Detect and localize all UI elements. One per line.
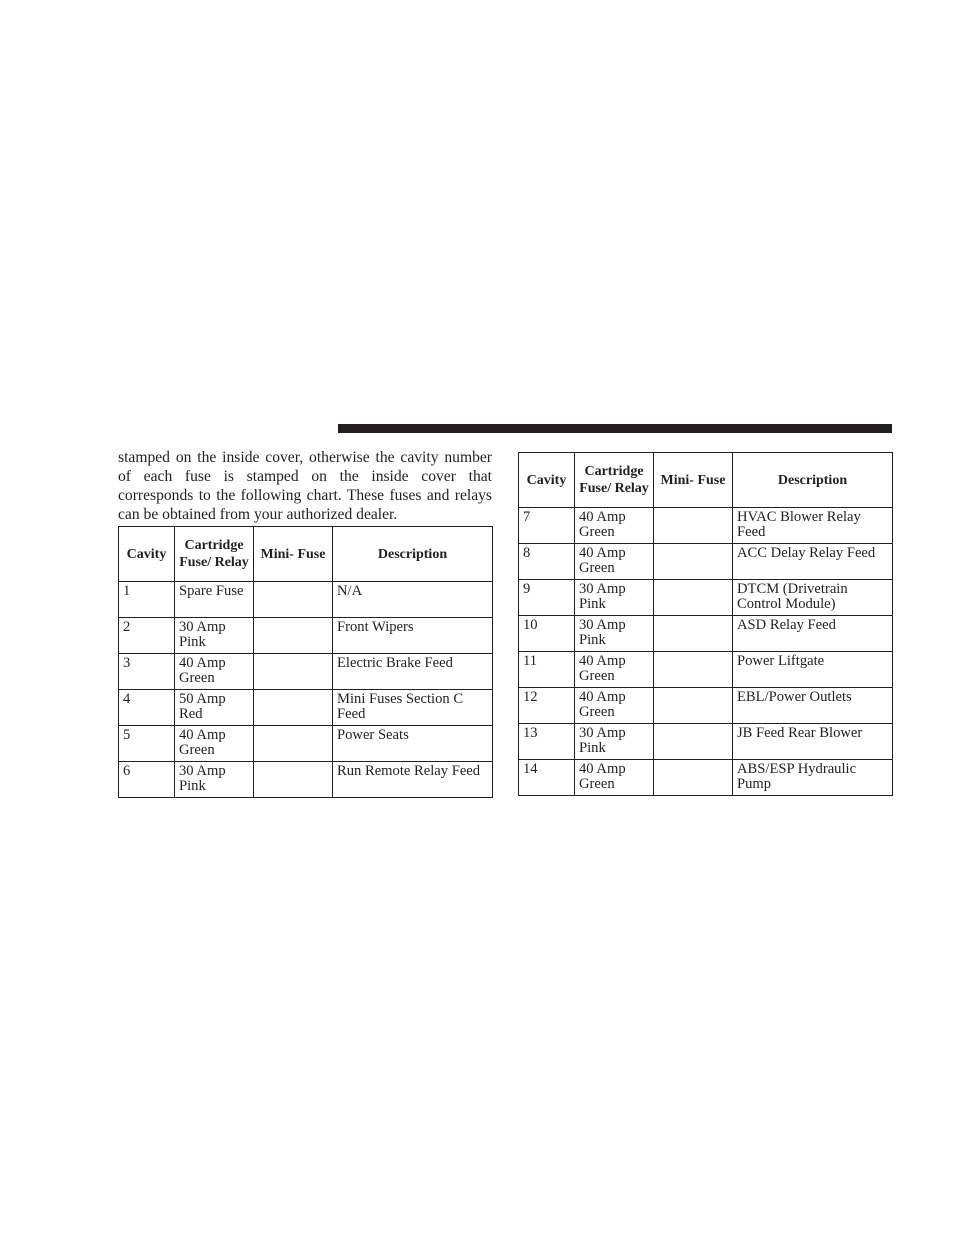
table-header-row — [119, 527, 493, 582]
cell-cartridge: Spare Fuse — [175, 582, 254, 618]
table-row — [519, 652, 893, 688]
cell-description: Power Liftgate — [733, 652, 893, 688]
fuse-table-left — [118, 526, 493, 798]
table-row — [519, 688, 893, 724]
fuse-table-right — [518, 452, 893, 796]
cell-cavity: 6 — [119, 762, 175, 798]
cell-cavity: 2 — [119, 618, 175, 654]
cell-description: Power Seats — [333, 726, 493, 762]
intro-paragraph: stamped on the inside cover, otherwise the cavity number of each fuse is stamped on the inside cover that corresponds to the following chart. These fuses and relays can be obtained from your authorized dealer. — [118, 449, 492, 523]
table-row — [519, 616, 893, 652]
cell-cartridge: 40 Amp Green — [575, 508, 654, 544]
cell-mini — [254, 582, 333, 618]
header-mini-fuse: Mini- Fuse — [254, 527, 333, 582]
table-row — [119, 690, 493, 726]
cell-mini — [654, 760, 733, 796]
cell-cavity: 13 — [519, 724, 575, 760]
cell-mini — [654, 724, 733, 760]
cell-cavity: 14 — [519, 760, 575, 796]
table-row — [519, 544, 893, 580]
header-mini-fuse: Mini- Fuse — [654, 453, 733, 508]
cell-cartridge: 30 Amp Pink — [575, 724, 654, 760]
table-row — [119, 726, 493, 762]
header-description: Description — [333, 527, 493, 582]
cell-cavity: 10 — [519, 616, 575, 652]
cell-cartridge: 50 Amp Red — [175, 690, 254, 726]
cell-description: Mini Fuses Section C Feed — [333, 690, 493, 726]
cell-cartridge: 30 Amp Pink — [575, 580, 654, 616]
cell-cartridge: 40 Amp Green — [575, 760, 654, 796]
cell-mini — [254, 618, 333, 654]
cell-cartridge: 40 Amp Green — [175, 726, 254, 762]
cell-mini — [654, 544, 733, 580]
cell-cavity: 12 — [519, 688, 575, 724]
cell-description: HVAC Blower Relay Feed — [733, 508, 893, 544]
cell-mini — [654, 652, 733, 688]
cell-description: JB Feed Rear Blower — [733, 724, 893, 760]
header-cartridge: Cartridge Fuse/ Relay — [175, 527, 254, 582]
table-row — [119, 582, 493, 618]
cell-cavity: 9 — [519, 580, 575, 616]
header-cavity: Cavity — [519, 453, 575, 508]
cell-cavity: 8 — [519, 544, 575, 580]
table-header-row — [519, 453, 893, 508]
cell-description: Front Wipers — [333, 618, 493, 654]
cell-description: N/A — [333, 582, 493, 618]
cell-description: Electric Brake Feed — [333, 654, 493, 690]
cell-mini — [654, 508, 733, 544]
cell-description: DTCM (Drivetrain Control Module) — [733, 580, 893, 616]
table-row — [519, 760, 893, 796]
header-cartridge: Cartridge Fuse/ Relay — [575, 453, 654, 508]
cell-cartridge: 40 Amp Green — [575, 544, 654, 580]
cell-mini — [254, 762, 333, 798]
table-row — [119, 654, 493, 690]
cell-cartridge: 30 Amp Pink — [175, 618, 254, 654]
cell-description: ACC Delay Relay Feed — [733, 544, 893, 580]
cell-cavity: 11 — [519, 652, 575, 688]
cell-description: EBL/Power Outlets — [733, 688, 893, 724]
cell-cartridge: 30 Amp Pink — [175, 762, 254, 798]
header-description: Description — [733, 453, 893, 508]
table-row — [519, 508, 893, 544]
table-row — [119, 762, 493, 798]
cell-mini — [654, 616, 733, 652]
cell-cavity: 7 — [519, 508, 575, 544]
section-rule — [338, 424, 892, 433]
cell-mini — [254, 654, 333, 690]
cell-cavity: 4 — [119, 690, 175, 726]
cell-mini — [254, 690, 333, 726]
cell-mini — [654, 580, 733, 616]
cell-cartridge: 30 Amp Pink — [575, 616, 654, 652]
cell-cartridge: 40 Amp Green — [175, 654, 254, 690]
cell-cavity: 5 — [119, 726, 175, 762]
table-row — [519, 724, 893, 760]
cell-description: ASD Relay Feed — [733, 616, 893, 652]
header-cavity: Cavity — [119, 527, 175, 582]
cell-cartridge: 40 Amp Green — [575, 688, 654, 724]
cell-description: Run Remote Relay Feed — [333, 762, 493, 798]
cell-cartridge: 40 Amp Green — [575, 652, 654, 688]
cell-mini — [654, 688, 733, 724]
table-row — [119, 618, 493, 654]
cell-description: ABS/ESP Hydraulic Pump — [733, 760, 893, 796]
cell-cavity: 3 — [119, 654, 175, 690]
cell-cavity: 1 — [119, 582, 175, 618]
table-row — [519, 580, 893, 616]
cell-mini — [254, 726, 333, 762]
